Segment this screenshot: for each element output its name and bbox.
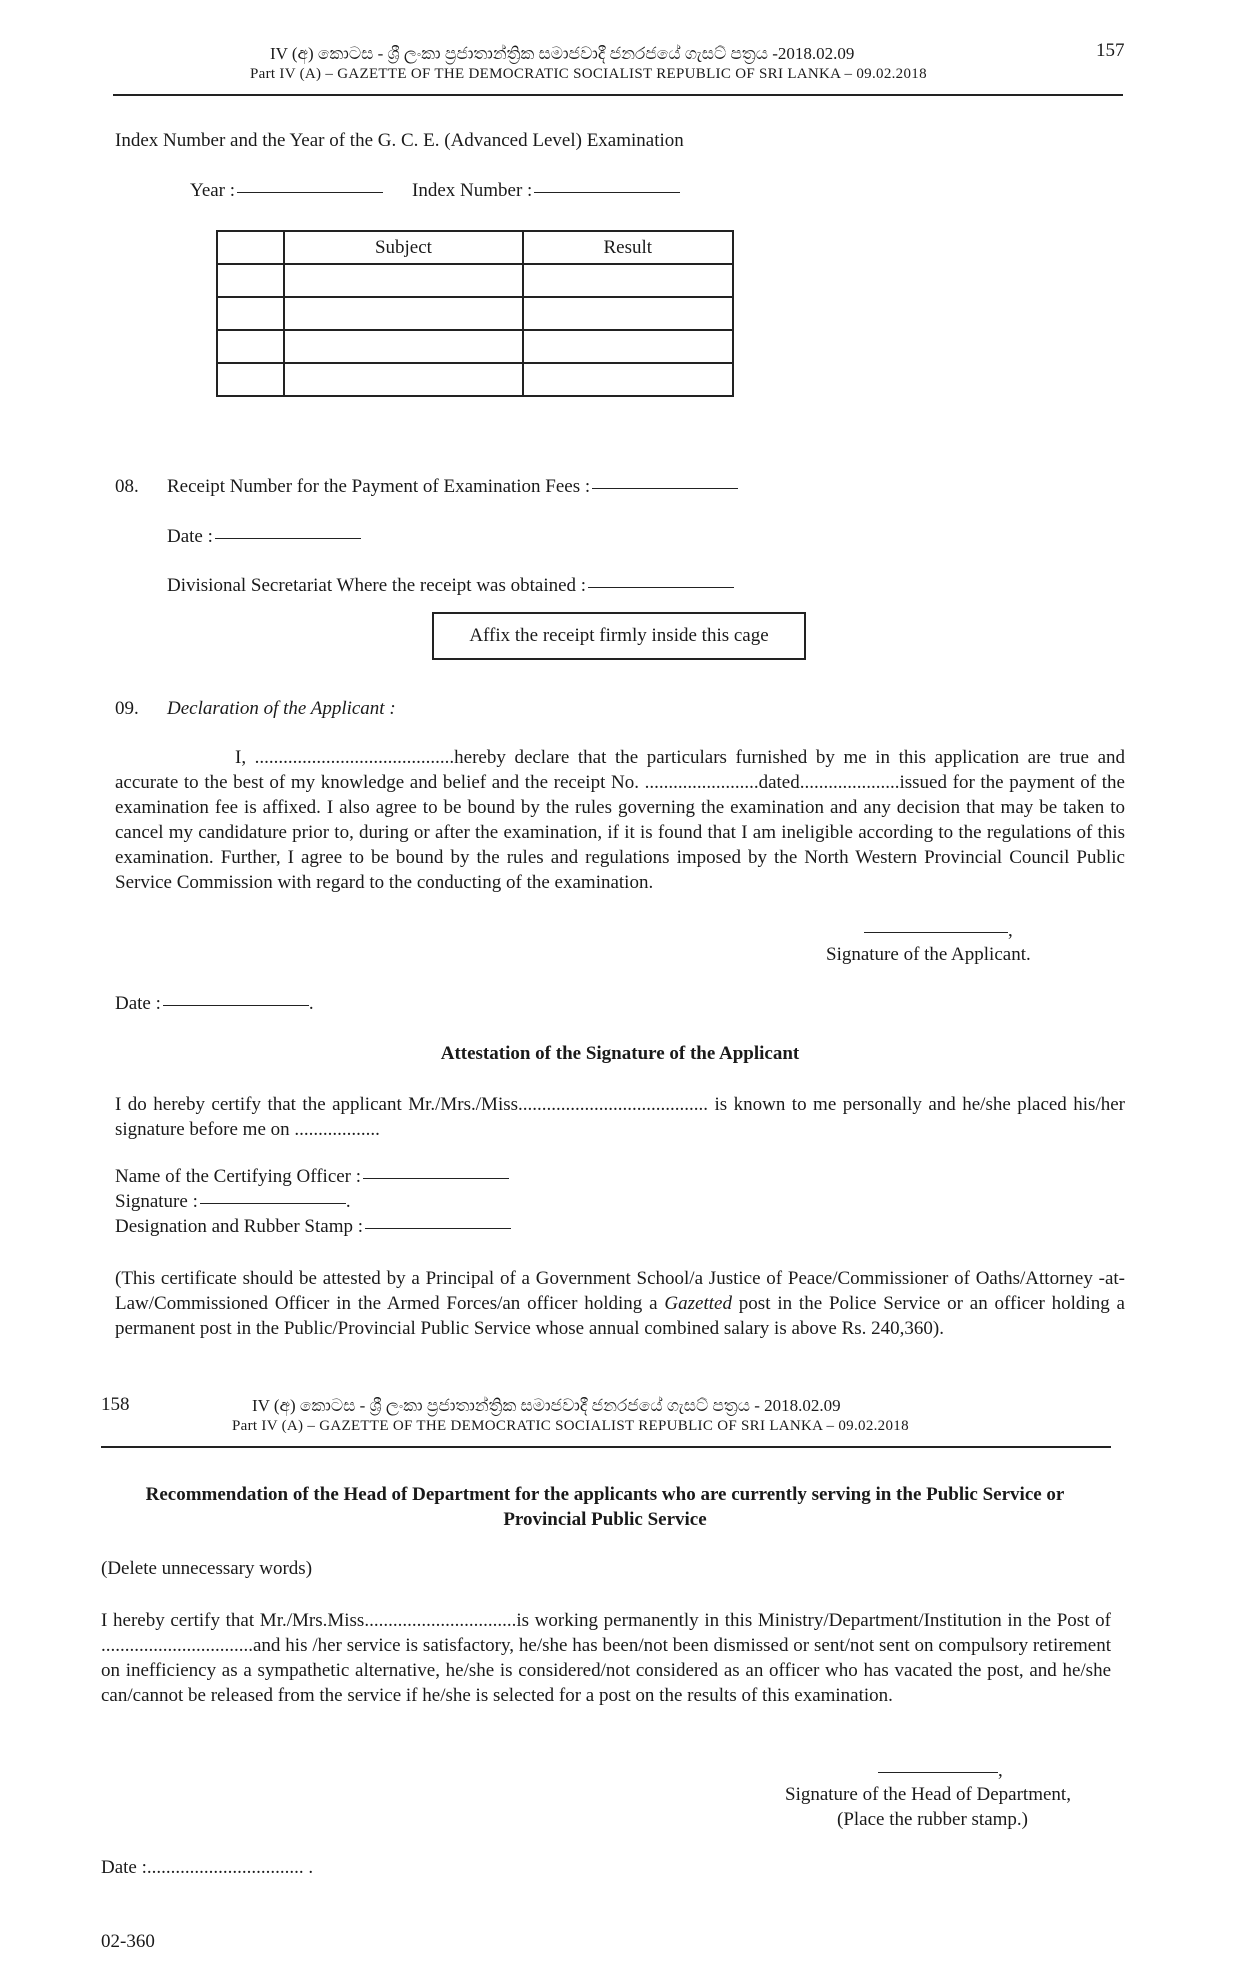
page1-header-rule [113,94,1123,96]
index-number-blank [534,192,680,193]
declaration-paragraph [115,745,1125,895]
table-cell[interactable] [523,363,733,396]
secretariat-blank [588,587,734,588]
designation-blank [365,1228,511,1229]
designation-field[interactable] [115,1216,511,1238]
index-heading: Index Number and the Year of the G. C. E. (Advanced Level) Examination [115,130,684,151]
table-cell[interactable] [523,330,733,363]
item08-number: 08. [115,476,139,497]
table-cell[interactable] [284,363,522,396]
declaration-text: I, ..........................................hereby declare that the particulars furnished by me in this application are true and accurate to the best of my knowledge and belief and the receipt No. ........................dated.....................issued for the payment of the examination fee is affixed. I also agree to be bound by the rules governing the examination and any decision that may be taken to cancel my candidature prior to, during or after the examination, if it is found that I am ineligible according to the regulations of this examination. Further, I agree to be bound by the rules and regulations imposed by the North Western Provincial Council Public Service Commission with regard to the conducting of the examination. [115,747,1125,893]
page2-header-rule [101,1446,1111,1448]
table-row [217,297,733,330]
table-cell[interactable] [284,264,522,297]
certifying-officer-label: Name of the Certifying Officer : [115,1166,362,1187]
table-cell[interactable] [523,264,733,297]
secretariat-field[interactable] [167,575,734,597]
declaration-date-label: Date : [115,993,161,1014]
page2-header-english: Part IV (A) – GAZETTE OF THE DEMOCRATIC SOCIALIST REPUBLIC OF SRI LANKA – 09.02.2018 [232,1418,909,1434]
recommendation-title-line1: Recommendation of the Head of Department for the applicants who are currently serving in the Public Service or [145,1484,1065,1505]
page2-number: 158 [101,1394,130,1415]
item09-number: 09. [115,698,139,719]
certificate-note-italic: Gazetted [664,1293,732,1314]
year-field[interactable] [190,180,383,202]
declaration-date-field[interactable] [115,993,314,1015]
recommendation-paragraph: I hereby certify that Mr./Mrs.Miss................................is working permanently in this Ministry/Department/Institution in the Post of ................................and his /her service is satisfactory, he/she has been/not been dismissed or sent/not sent on compulsory retirement on inefficiency as a sympathetic alternative, he/she is considered/not considered as an officer who has vacated the post, and he/she can/cannot be released from the service if he/she is selected for a post on the results of this examination. [101,1610,1111,1706]
applicant-signature-line[interactable] [862,920,1013,942]
hod-signature-blank [878,1772,998,1773]
secretariat-label: Divisional Secretariat Where the receipt was obtained : [167,575,587,596]
receipt-number-blank [592,488,738,489]
recommendation-title-line2: Provincial Public Service [503,1509,707,1530]
declaration-date-blank [163,1005,309,1006]
officer-signature-label: Signature : [115,1191,198,1212]
delete-note: (Delete unnecessary words) [101,1558,313,1579]
page1-number: 157 [1096,40,1125,61]
hod-signature-comma: , [998,1760,1003,1781]
applicant-signature-blank [864,932,1008,933]
receipt-date-field[interactable] [167,526,361,548]
hod-signature-label: Signature of the Head of Department, [785,1784,1071,1805]
table-row [217,363,733,396]
hod-date-field[interactable]: Date :................................. . [101,1857,314,1878]
reference-code: 02-360 [101,1931,155,1952]
table-cell[interactable] [523,297,733,330]
table-header-result: Result [523,231,733,264]
year-blank [237,192,383,193]
table-header-subject: Subject [284,231,522,264]
certificate-note-after: post in the Police Service or an officer holding a permanent post in the Public/Provincial Public Service whose annual combined salary is above Rs. 240,360). [115,1293,1125,1339]
receipt-number-field[interactable] [167,476,738,498]
affix-receipt-box: Affix the receipt firmly inside this cage [432,612,806,660]
table-header-row [217,231,733,264]
applicant-signature-comma: , [1008,920,1013,941]
certifying-officer-field[interactable] [115,1166,509,1188]
attestation-paragraph: I do hereby certify that the applicant Mr./Mrs./Miss........................................ is known to me personally and he/she placed his/her signature before me on .................. [115,1094,1125,1140]
table-cell[interactable] [217,264,284,297]
receipt-date-label: Date : [167,526,213,547]
table-row [217,330,733,363]
index-number-field[interactable] [412,180,680,202]
applicant-signature-label: Signature of the Applicant. [826,944,1031,965]
table-row [217,264,733,297]
certifying-officer-blank [363,1178,509,1179]
officer-signature-period: . [345,1191,351,1212]
receipt-date-blank [215,538,361,539]
page2-header-sinhala: IV (අ) කොටස - ශ්‍රී ලංකා ප්‍රජාතාන්ත්‍රික සමාජවාදී ජනරජයේ ගැසට් පත්‍රය - 2018.02.09 [252,1396,841,1415]
page1-header-english: Part IV (A) – GAZETTE OF THE DEMOCRATIC SOCIALIST REPUBLIC OF SRI LANKA – 09.02.2018 [250,66,927,82]
table-cell[interactable] [217,363,284,396]
table-cell[interactable] [284,297,522,330]
hod-signature-line[interactable] [876,1760,1003,1782]
receipt-number-label: Receipt Number for the Payment of Examination Fees : [167,476,591,497]
declaration-title: Declaration of the Applicant : [167,698,396,719]
year-label: Year : [190,180,236,201]
attestation-title: Attestation of the Signature of the Applicant [440,1043,800,1064]
page1-header-sinhala: IV (අ) කොටස - ශ්‍රී ලංකා ප්‍රජාතාන්ත්‍රික සමාජවාදී ජනරජයේ ගැසට් පත්‍රය -2018.02.09 [270,44,855,63]
results-table [216,230,734,397]
designation-label: Designation and Rubber Stamp : [115,1216,364,1237]
table-header-cell [217,231,284,264]
table-cell[interactable] [217,330,284,363]
officer-signature-blank [200,1203,346,1204]
officer-signature-field[interactable] [115,1191,351,1213]
table-cell[interactable] [284,330,522,363]
certificate-note [115,1266,1125,1341]
rubber-stamp-note: (Place the rubber stamp.) [837,1809,1028,1830]
declaration-date-period: . [308,993,314,1014]
index-number-label: Index Number : [412,180,533,201]
certificate-note-before: (This certificate should be attested by a Principal of a Government School/a Justice of Peace/Commissioner of Oaths/Attorney -at-Law/Commissioned Officer in the Armed Forces/an officer holding a [115,1268,1125,1314]
table-cell[interactable] [217,297,284,330]
